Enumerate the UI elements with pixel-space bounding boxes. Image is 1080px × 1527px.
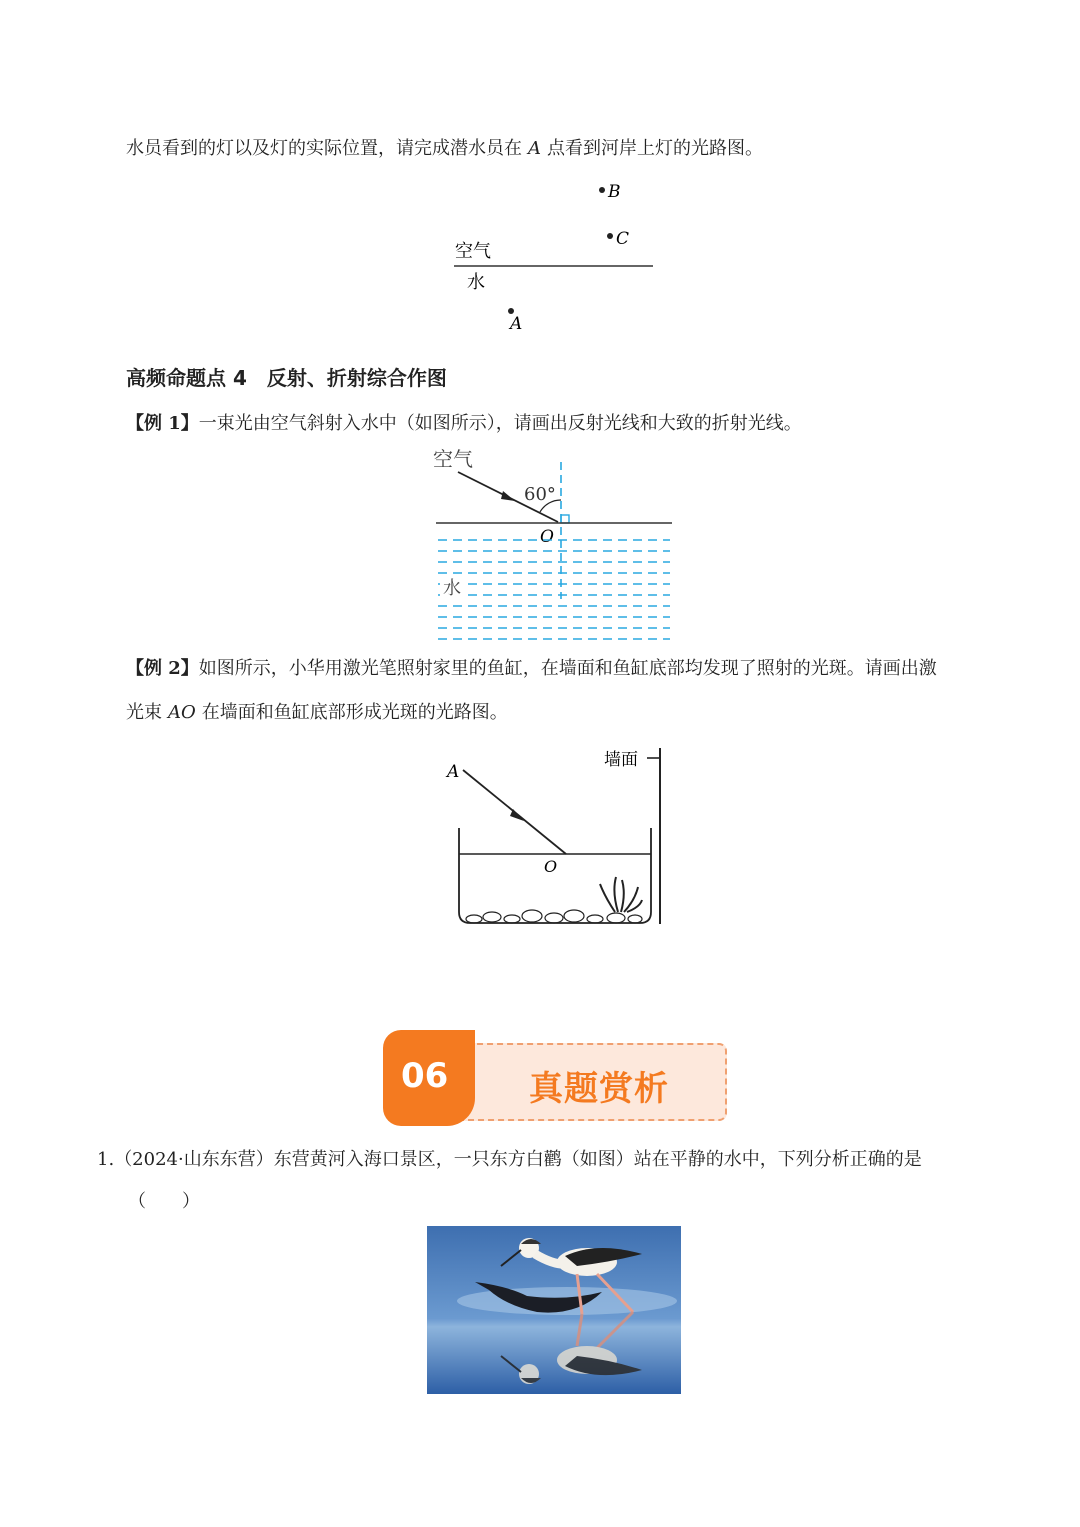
question1-text <box>97 1148 922 1172</box>
figure-refraction-diagram <box>430 444 680 649</box>
intro-text <box>126 137 763 161</box>
intro-part1: 水员看到的灯以及灯的实际位置，请完成潜水员在 <box>126 138 522 159</box>
example1-text <box>126 412 802 436</box>
angle-label: 60° <box>524 484 556 505</box>
point-c-dot <box>607 233 613 239</box>
label-a: A <box>510 314 523 334</box>
pebbles <box>466 910 642 923</box>
figure-fish-tank <box>440 742 670 932</box>
figure-lamp-diagram <box>440 175 680 340</box>
example2-beam-label: AO <box>168 702 196 723</box>
example1-body: 一束光由空气斜射入水中（如图所示），请画出反射光线和大致的折射光线。 <box>198 413 802 434</box>
label-a: A <box>447 762 460 782</box>
right-angle-mark <box>561 515 569 523</box>
incident-arrow <box>501 491 515 501</box>
label-b: B <box>608 182 621 202</box>
water-plant <box>600 877 642 912</box>
example2-tag: 【例 2】 <box>126 658 199 679</box>
label-water: 水 <box>467 272 485 293</box>
section-heading: 高频命题点 4 反射、折射综合作图 <box>126 366 447 390</box>
example2-line2-a: 光束 <box>126 702 162 723</box>
banner-title: 真题赏析 <box>529 1069 669 1109</box>
label-c: C <box>616 229 630 249</box>
label-water: 水 <box>443 578 461 599</box>
example2-line2 <box>126 701 508 725</box>
section-banner <box>383 1030 733 1126</box>
question1-number: 1. <box>97 1149 115 1170</box>
label-o: O <box>540 527 554 547</box>
water-hatching <box>438 540 670 639</box>
label-o: O <box>544 857 558 876</box>
example2-line2-b: 在墙面和鱼缸底部形成光斑的光路图。 <box>201 702 508 723</box>
bird-photo <box>427 1226 681 1394</box>
example1-tag: 【例 1】 <box>126 413 199 434</box>
example2-body: 如图所示，小华用激光笔照射家里的鱼缸，在墙面和鱼缸底部均发现了照射的光斑。请画出激 <box>198 658 937 679</box>
example2-line1 <box>126 657 937 681</box>
banner-number: 06 <box>401 1056 449 1096</box>
question1-body: （2024·山东东营）东营黄河入海口景区，一只东方白鹳（如图）站在平静的水中，下列分析正确的是 <box>114 1149 922 1170</box>
question1-blank: （ ） <box>128 1191 200 1212</box>
point-b-dot <box>599 187 605 193</box>
label-wall: 墙面 <box>604 750 638 770</box>
intro-part2: 点看到河岸上灯的光路图。 <box>547 138 763 159</box>
label-air: 空气 <box>455 241 491 262</box>
label-air: 空气 <box>433 447 473 471</box>
intro-point-label: A <box>528 138 541 159</box>
